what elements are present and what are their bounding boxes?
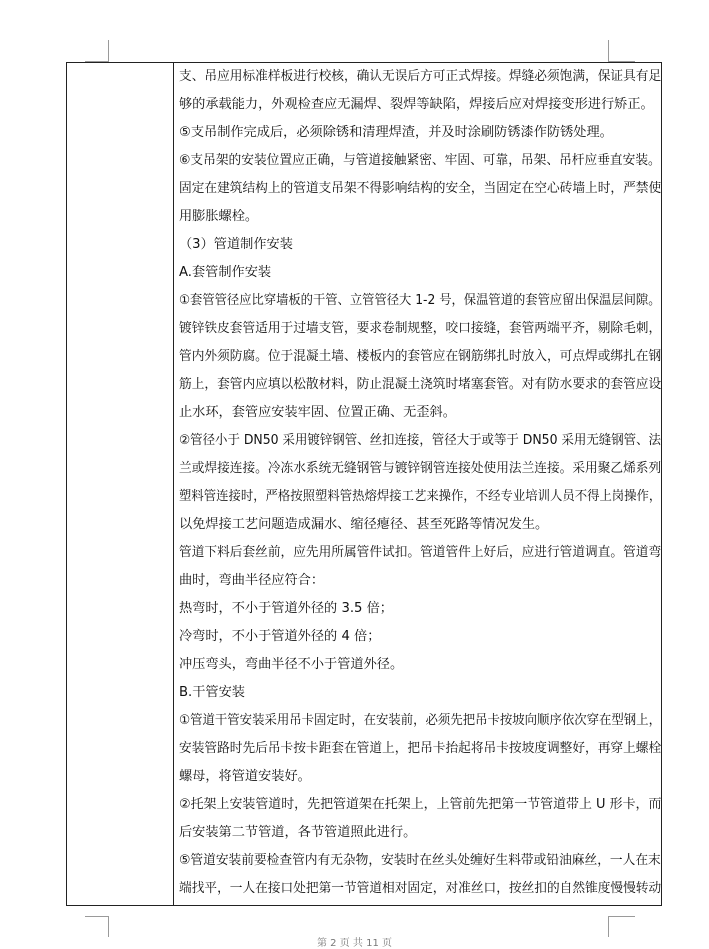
text-line: 后安装第二节管道，各节管道照此进行。 bbox=[179, 825, 417, 840]
text-line: 够的承载能力，外观检查应无漏焊、裂焊等缺陷，焊接后应对焊接变形进行矫正。 bbox=[179, 97, 654, 112]
text-line: 兰或焊接连接。冷冻水系统无缝钢管与镀锌钢管连接处使用法兰连接。采用聚乙烯系列 bbox=[179, 461, 661, 476]
text-line: ②托架上安装管道时，先把管道架在托架上，上管前先把第一节管道带上 U 形卡，而 bbox=[179, 797, 661, 812]
text-line: 曲时，弯曲半径应符合： bbox=[179, 573, 325, 588]
text-line: 止水环，套管应安装牢固、位置正确、无歪斜。 bbox=[179, 405, 456, 420]
text-line: 筋上，套管内应填以松散材料，防止混凝土浇筑时堵塞套管。对有防水要求的套管应设 bbox=[179, 377, 661, 392]
text-line: 冲压弯头，弯曲半径不小于管道外径。 bbox=[179, 657, 404, 672]
page-number-footer: 第 2 页 共 11 页 bbox=[317, 938, 392, 949]
text-line: 用膨胀螺栓。 bbox=[179, 209, 259, 224]
text-line: 冷弯时，不小于管道外径的 4 倍； bbox=[179, 629, 381, 644]
document-table bbox=[66, 62, 662, 906]
table-content-cell[interactable] bbox=[179, 63, 661, 905]
margin-mark-top-left bbox=[85, 40, 109, 62]
section-heading: （3）管道制作安装 bbox=[179, 237, 293, 252]
text-line: 管道下料后套丝前，应先用所属管件试扣。管道管件上好后，应进行管道调直。管道弯 bbox=[179, 545, 661, 560]
text-line: 管内外须防腐。位于混凝土墙、楼板内的套管应在钢筋绑扎时放入，可点焊或绑扎在钢 bbox=[179, 349, 661, 364]
subsection-heading: B.干管安装 bbox=[179, 685, 245, 700]
text-line: ①管道干管安装采用吊卡固定时，在安装前，必须先把吊卡按坡向顺序依次穿在型钢上， bbox=[179, 713, 661, 728]
table-column-divider bbox=[173, 63, 174, 905]
text-line: 镀锌铁皮套管适用于过墙支管，要求卷制规整，咬口接缝，套管两端平齐，剔除毛刺， bbox=[179, 321, 661, 336]
text-line: 安装管路时先后吊卡按卡距套在管道上，把吊卡抬起将吊卡按坡度调整好，再穿上螺栓 bbox=[179, 741, 661, 756]
text-line: 以免焊接工艺问题造成漏水、缩径瘪径、甚至死路等情况发生。 bbox=[179, 517, 549, 532]
text-line: 支、吊应用标准样板进行校核，确认无误后方可正式焊接。焊缝必须饱满，保证具有足 bbox=[179, 69, 661, 84]
text-line: 塑料管连接时，严格按照塑料管热熔焊接工艺来操作，不经专业培训人员不得上岗操作， bbox=[179, 489, 661, 504]
text-line: 热弯时，不小于管道外径的 3.5 倍； bbox=[179, 601, 393, 616]
text-line: 螺母，将管道安装好。 bbox=[179, 769, 311, 784]
text-line: 固定在建筑结构上的管道支吊架不得影响结构的安全，当固定在空心砖墙上时，严禁使 bbox=[179, 181, 661, 196]
subsection-heading: A.套管制作安装 bbox=[179, 265, 272, 280]
text-line: ①套管管径应比穿墙板的干管、立管管径大 1-2 号，保温管道的套管应留出保温层间隙。 bbox=[179, 293, 661, 308]
margin-mark-top-right bbox=[608, 40, 635, 62]
text-line: ⑥支吊架的安装位置应正确，与管道接触紧密、牢固、可靠，吊架、吊杆应垂直安装。 bbox=[179, 153, 661, 168]
text-line: 端找平，一人在接口处把第一节管道相对固定，对准丝口，按丝扣的自然锥度慢慢转动 bbox=[179, 881, 661, 896]
text-line: ②管径小于 DN50 采用镀锌钢管、丝扣连接，管径大于或等于 DN50 采用无缝钢管、法 bbox=[179, 433, 661, 448]
text-line: ⑤支吊制作完成后，必须除锈和清理焊渣，并及时涂刷防锈漆作防锈处理。 bbox=[179, 125, 613, 140]
text-line: ⑤管道安装前要检查管内有无杂物，安装时在丝头处缠好生料带或铅油麻丝，一人在末 bbox=[179, 853, 661, 868]
